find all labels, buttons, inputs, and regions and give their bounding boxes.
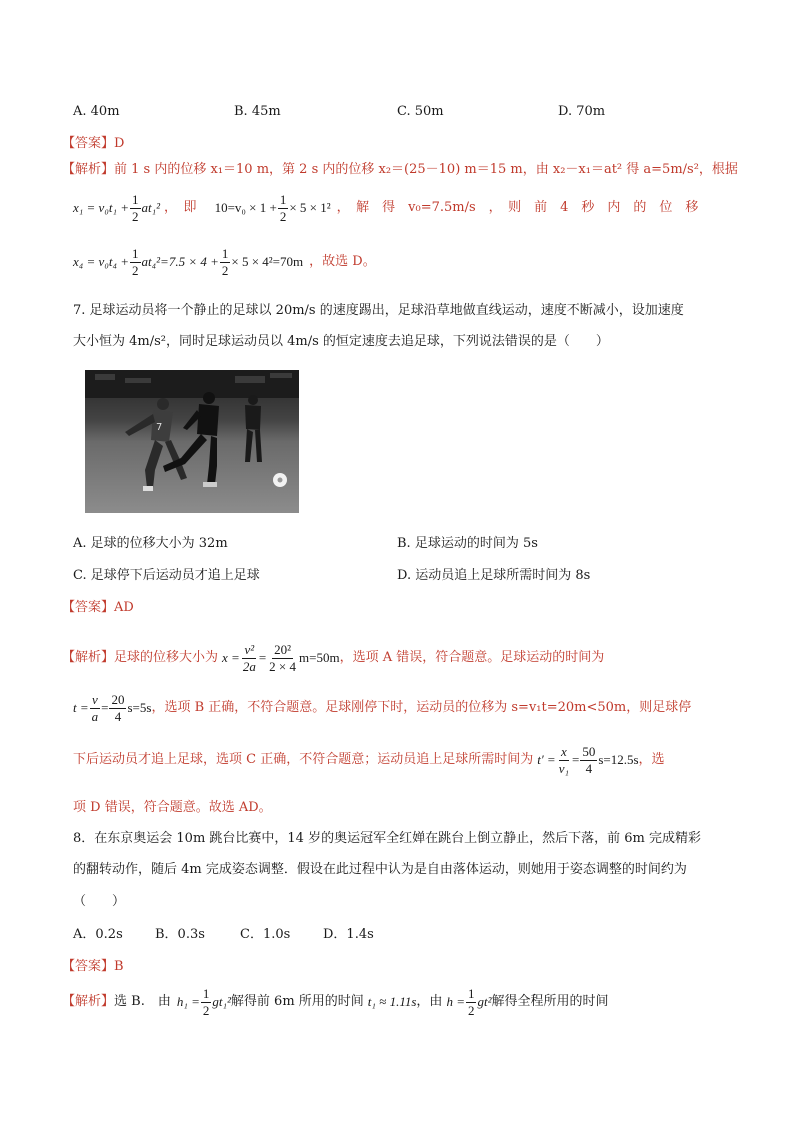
fraction-v-a: $\frac{v}{a}$ (91, 691, 99, 724)
analysis-tag: 【解析】 (62, 650, 115, 665)
q7-analysis-line2: t = $\frac{v}{a}$ = $\frac{20}{4}$ s=5s ，选项 B 正确，不符合题意。足球刚停下时，运动员的位移为 s=v₁t=20m<50m，则足球停 (73, 691, 692, 724)
var-t: t = (73, 700, 89, 715)
q6-analysis-line1 (62, 160, 738, 180)
q7-stem-line2: 大小恒为 4m/s²，同时足球运动员以 4m/s 的恒定速度去追足球，下列说法错误的是（ ） (73, 334, 609, 349)
analysis-text: 选 B. 由 (114, 994, 171, 1009)
q6-option-b: B. 45m (234, 104, 281, 119)
q7-analysis-line1: 【解析】 足球的位移大小为 x = $\frac{\text{v²}}{2a}$ = $\frac{\text{20²}}{2 \times 4}$ m=50m ，选项 A 错误，符合题意。足球运动的时间为 (62, 641, 605, 674)
analysis-text: ，选项 A 错误，符合题意。足球运动的时间为 (339, 650, 605, 665)
analysis-text: ，选项 B 正确，不符合题意。足球刚停下时，运动员的位移为 s=v₁t=20m<50m，则足球停 (151, 700, 692, 715)
analysis-text: 解得全程所用的时间 (491, 994, 609, 1009)
fraction-half: $\frac{1}{2}$ (279, 191, 287, 224)
football-photo (85, 370, 299, 513)
fraction-50-4: $\frac{50}{4}$ (582, 743, 596, 776)
q7-option-d: D. 运动员追上足球所需时间为 8s (397, 568, 591, 583)
analysis-text: ，选 (638, 752, 665, 767)
fraction-20sq-2x4: $\frac{\text{20²}}{2 \times 4}$ (269, 641, 297, 674)
q7-answer (62, 598, 134, 618)
eq2-tail: ， 解 得 v₀=7.5m/s ， 则 前 4 秒 内 的 位 移 (336, 200, 699, 215)
q8-stem-line3: （ ） (73, 894, 126, 909)
var-t-prime: t′ = (537, 752, 556, 767)
t1-value: t₁ ≈ 1.11s (367, 994, 417, 1009)
eq3-left: x₄ = v₀t₄ + (73, 254, 130, 269)
analysis-text: 下后运动员才追上足球，选项 C 正确，不符合题意；运动员追上足球所需时间为 (73, 752, 534, 767)
q8-analysis-line1: 【解析】 选 B. 由 h₁ = $\frac{1}{2}$ gt₁² 解得前 6m 所用的时间 t₁ ≈ 1.11s ，由 h = $\frac{1}{2}$ gt² 解得全程所用的时间 (62, 985, 609, 1018)
q7-analysis-line3: 下后运动员才追上足球，选项 C 正确，不符合题意；运动员追上足球所需时间为 t′ = $\frac{x}{\text{v₁}}$ = $\frac{50}{4}$ s=12.5s ，选 (73, 743, 665, 776)
eq2-right: × 5 × 1² (289, 200, 331, 215)
eq1-right: at₁² (141, 200, 161, 215)
q8-answer (62, 957, 124, 977)
fraction-half: $\frac{1}{2}$ (467, 985, 475, 1018)
q7-stem-line1: 7. 足球运动员将一个静止的足球以 20m/s 的速度踢出，足球沿草地做直线运动，速度不断减小，设加速度 (73, 303, 684, 318)
answer-tag: 【答案】 (62, 600, 115, 615)
analysis-text: 前 1 s 内的位移 x₁＝10 m，第 2 s 内的位移 x₂＝(25－10) m＝15 m，由 x₂－x₁＝at² 得 a=5m/s²，根据 (114, 162, 738, 177)
q6-eq3 (73, 242, 376, 282)
q6-option-c: C. 50m (397, 104, 444, 119)
answer-value: D (114, 136, 125, 151)
q7-option-c: C. 足球停下后运动员才追上足球 (73, 568, 260, 583)
fraction-20-4: $\frac{20}{4}$ (111, 691, 125, 724)
q6-option-a: A. 40m (73, 104, 120, 119)
eq3-right: × 5 × 4²=70m (231, 254, 304, 269)
analysis-tag: 【解析】 (62, 994, 115, 1009)
q6-eq1 (73, 188, 698, 228)
fraction-x-v1: $\frac{x}{\text{v₁}}$ (558, 743, 569, 776)
q8-option-d: D．1.4s (323, 927, 374, 942)
fraction-half: $\frac{1}{2}$ (221, 245, 229, 278)
analysis-tag: 【解析】 (62, 162, 115, 177)
q6-option-d: D. 70m (558, 104, 606, 119)
eq3-tail: ，故选 D。 (309, 254, 376, 269)
fraction-half: $\frac{1}{2}$ (132, 245, 139, 278)
fraction-v2-2a: $\frac{\text{v²}}{2a}$ (242, 641, 256, 674)
a1-eq: m=50m (299, 650, 340, 665)
analysis-text: 足球的位移大小为 (114, 650, 219, 665)
q7-option-b: B. 足球运动的时间为 5s (397, 536, 538, 551)
eq1-sep: ， 即 (164, 200, 197, 215)
analysis-text: ，由 (416, 994, 443, 1009)
q8-option-c: C．1.0s (240, 927, 291, 942)
eq3-mid: at₄²=7.5 × 4 + (141, 254, 219, 269)
q8-stem-line1: 8．在东京奥运会 10m 跳台比赛中，14 岁的奥运冠军全红婵在跳台上倒立静止，然后下落，前 6m 完成精彩 (73, 831, 701, 846)
answer-tag: 【答案】 (62, 959, 115, 974)
var-x: x = (222, 650, 240, 665)
jersey-number: 7 (156, 422, 163, 433)
a2-eq: s=5s (127, 700, 152, 715)
eq1-left: x₁ = v₀t₁ + (73, 200, 130, 215)
analysis-text: 解得前 6m 所用的时间 (230, 994, 364, 1009)
q8-stem-line2: 的翻转动作，随后 4m 完成姿态调整．假设在此过程中认为是自由落体运动，则她用于姿态调整的时间约为 (73, 862, 687, 877)
eq2-left: 10=v₀ × 1 + (214, 200, 277, 215)
fraction-half: $\frac{1}{2}$ (132, 191, 139, 224)
a3-eq: s=12.5s (598, 752, 639, 767)
q8-option-b: B．0.3s (155, 927, 205, 942)
answer-tag: 【答案】 (62, 136, 115, 151)
answer-value: B (114, 959, 124, 974)
q8-option-a: A．0.2s (73, 927, 123, 942)
fraction-half: $\frac{1}{2}$ (202, 985, 210, 1018)
q6-answer (62, 134, 124, 154)
q7-analysis-line4: 项 D 错误，符合题意。故选 AD。 (73, 800, 272, 815)
q7-option-a: A. 足球的位移大小为 32m (73, 536, 228, 551)
answer-value: AD (114, 600, 134, 615)
